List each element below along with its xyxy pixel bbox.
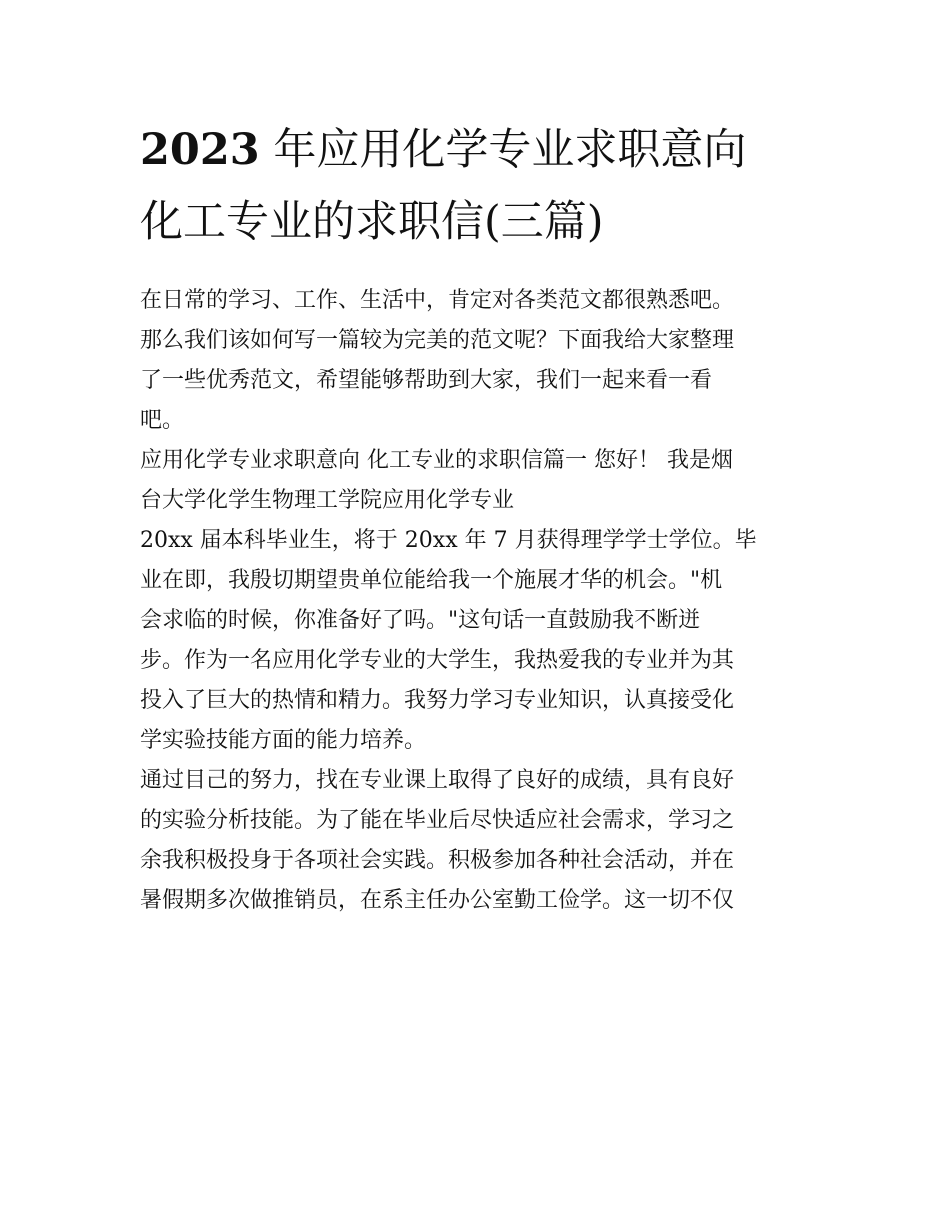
body-line: 学实验技能方面的能力培养。 <box>140 728 427 753</box>
title-line-1: 年应用化学专业求职意向 <box>259 125 747 175</box>
body-line: 投入了巨大的热情和精力。我努力学习专业知识，认真接受化 <box>140 688 735 713</box>
body-line: 应用化学专业求职意向 化工专业的求职信篇一 您好！ 我是烟 <box>140 448 733 473</box>
body-line: 吧。 <box>140 408 185 433</box>
title-line-2: 化工专业的求职信(三篇) <box>140 197 604 247</box>
body-line: 20xx 届本科毕业生，将于 20xx 年 7 月获得理学学士学位。毕 <box>140 528 757 553</box>
body-line: 了一些优秀范文，希望能够帮助到大家，我们一起来看一看 <box>140 368 713 393</box>
body-line: 在日常的学习、工作、生活中，肯定对各类范文都很熟悉吧。 <box>140 288 735 313</box>
document-body <box>140 281 830 921</box>
body-line: 的实验分析技能。为了能在毕业后尽快适应社会需求，学习之 <box>140 808 735 833</box>
body-line: 台大学化学生物理工学院应用化学专业 <box>140 488 515 513</box>
body-line: 会求临的时候，你准备好了吗。"这句话一直鼓励我不断迸 <box>140 608 701 633</box>
body-line: 那么我们该如何写一篇较为完美的范文呢？下面我给大家整理 <box>140 328 735 353</box>
body-line: 通过目己的努力，找在专业课上取得了良好的成绩，具有良好 <box>140 768 735 793</box>
body-line: 业在即，我殷切期望贵单位能给我一个施展才华的机会。"机 <box>140 568 723 593</box>
body-line: 余我积极投身于各项社会实践。积极参加各种社会活动，并在 <box>140 848 735 873</box>
body-line: 步。作为一名应用化学专业的大学生，我热爱我的专业并为其 <box>140 648 735 673</box>
title-year: 2023 <box>140 125 260 175</box>
body-line: 暑假期多次做推销员，在系主任办公室勤工俭学。这一切不仅 <box>140 888 735 913</box>
document-title <box>140 114 830 258</box>
